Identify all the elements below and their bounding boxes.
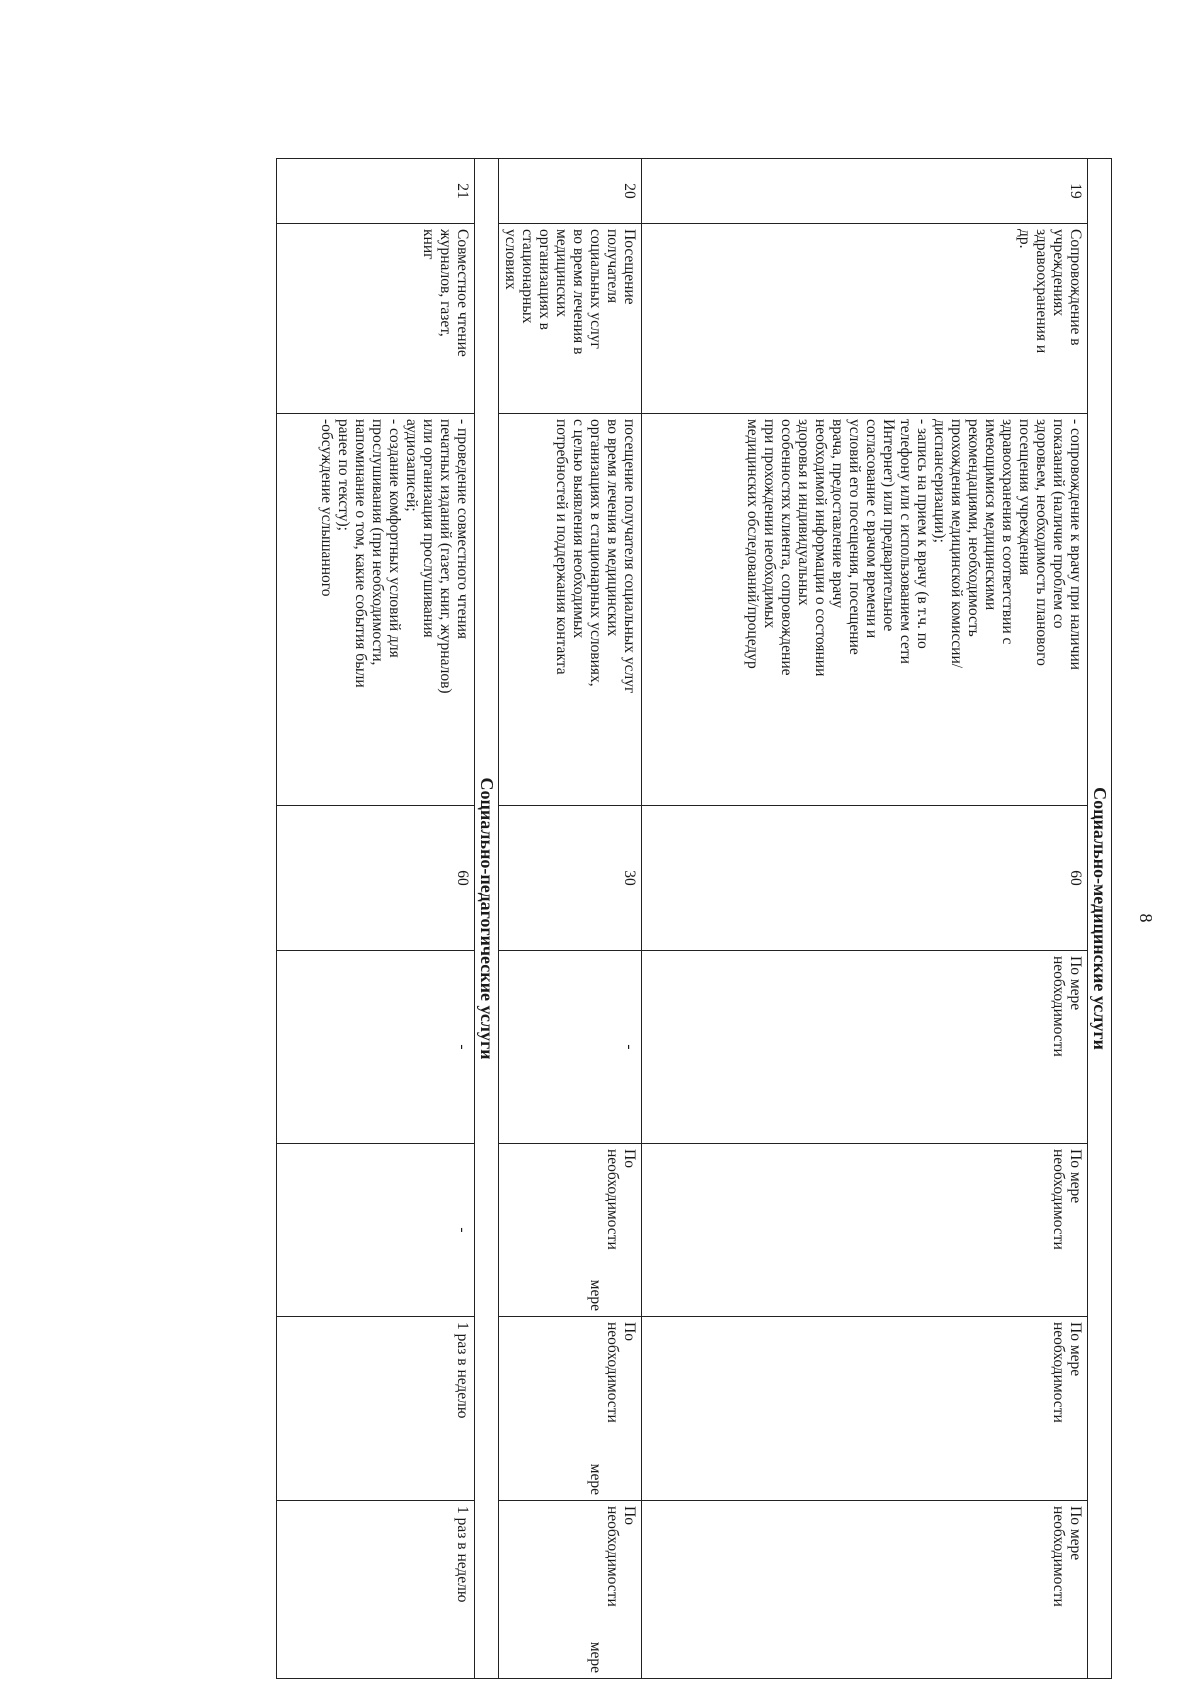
service-description xyxy=(277,414,475,806)
text-line: необходимости xyxy=(604,1149,621,1250)
text-line: медицинских обследований/процедур xyxy=(744,419,761,669)
frequency-cell xyxy=(499,1501,642,1679)
frequency-text xyxy=(604,1149,638,1311)
frequency-cell xyxy=(642,1501,1088,1679)
text-line: необходимой информации о состоянии xyxy=(812,419,829,677)
text-line: По мере xyxy=(1067,956,1084,1011)
text-line: печатных изданий (газет, книг, журналов) xyxy=(437,419,454,694)
text-line: или организация прослушивания xyxy=(420,419,437,638)
text-line: здравоохранения в соответствии с xyxy=(999,419,1016,645)
table-row xyxy=(277,159,475,1679)
rotated-page xyxy=(212,158,1156,1678)
service-name xyxy=(499,224,642,414)
text-line: рекомендациями, необходимость xyxy=(965,419,982,637)
text-line: По мере xyxy=(1067,1322,1084,1377)
section-title-medical: Социально-медицинские услуги xyxy=(1088,159,1112,1679)
frequency-cell: 1 раз в неделю xyxy=(277,1317,475,1501)
section-header-pedagogical xyxy=(475,159,499,1679)
frequency-cell xyxy=(642,1317,1088,1501)
text-line: напоминание о том, какие события были xyxy=(352,419,369,688)
text-line: аудиозаписей; xyxy=(403,419,420,512)
services-table xyxy=(276,158,1112,1679)
section-header-medical xyxy=(1088,159,1112,1679)
text-line: врача, предоставление врачу xyxy=(829,419,846,609)
text-line: особенностях клиента, сопровождение xyxy=(778,419,795,676)
text-line: посещение получателя социальных услуг xyxy=(621,419,638,694)
row-number: 19 xyxy=(642,159,1088,224)
text-line: стационарных xyxy=(519,229,536,324)
text-line: прохождения медицинской комиссии/ xyxy=(948,419,965,669)
text-line: необходимости xyxy=(604,1322,621,1423)
text-line: организациях в xyxy=(536,229,553,330)
table-row xyxy=(642,159,1088,1679)
service-name xyxy=(642,224,1088,414)
text-line: во время лечения в медицинских xyxy=(604,419,621,637)
row-number: 20 xyxy=(499,159,642,224)
service-description xyxy=(499,414,642,806)
text-line: показаний (наличие проблем со xyxy=(1050,419,1067,629)
text-line: Интернет) или предварительное xyxy=(880,419,897,632)
text-line: социальных услуг xyxy=(587,229,604,349)
frequency-cell: - xyxy=(277,1144,475,1317)
text-line: с целью выявления необходимых xyxy=(570,419,587,639)
frequency-tail: мере xyxy=(587,1641,604,1674)
text-line: здравоохранения и xyxy=(1033,229,1050,354)
text-line: прослушивания (при необходимости, xyxy=(369,419,386,666)
text-line: получателя xyxy=(604,229,621,304)
frequency-cell xyxy=(499,1144,642,1317)
text-line: -обсуждение услышанного xyxy=(318,419,335,597)
text-line: здоровья и индивидуальных xyxy=(795,419,812,606)
frequency-cell xyxy=(642,951,1088,1144)
text-line: др. xyxy=(1016,229,1033,249)
text-line: - проведение совместного чтения xyxy=(454,419,471,640)
text-line: ранее по тексту); xyxy=(335,419,352,531)
text-line: журналов, газет, xyxy=(437,229,454,337)
frequency-cell xyxy=(499,1317,642,1501)
frequency-cell xyxy=(642,1144,1088,1317)
text-line: Сопровождение в xyxy=(1067,229,1084,346)
section-title-pedagogical: Социально-педагогические услуги xyxy=(475,159,499,1679)
text-line: необходимости xyxy=(604,1506,621,1607)
frequency-cell: 1 раз в неделю xyxy=(277,1501,475,1679)
text-line: - создание комфортных условий для xyxy=(386,419,403,658)
text-line: организациях в стационарных условиях, xyxy=(587,419,604,687)
text-line: книг xyxy=(420,229,437,260)
text-line: посещения учреждения xyxy=(1016,419,1033,576)
text-line: имеющимися медицинскими xyxy=(982,419,999,611)
text-line: По xyxy=(621,1506,638,1525)
text-line: потребностей и поддержания контакта xyxy=(553,419,570,675)
frequency-tail: мере xyxy=(587,1463,604,1495)
page-number: 8 xyxy=(1136,913,1156,923)
service-minutes: 60 xyxy=(642,806,1088,951)
service-minutes: 30 xyxy=(499,806,642,951)
text-line: необходимости xyxy=(1050,956,1067,1057)
frequency-cell: - xyxy=(499,951,642,1144)
text-line: согласование с врачом времени и xyxy=(863,419,880,639)
text-line: необходимости xyxy=(1050,1506,1067,1607)
frequency-text xyxy=(604,1506,638,1673)
frequency-tail: мере xyxy=(587,1279,604,1311)
row-number: 21 xyxy=(277,159,475,224)
text-line: Совместное чтение xyxy=(454,229,471,357)
service-description xyxy=(642,414,1088,806)
service-name xyxy=(277,224,475,414)
text-line: Посещение xyxy=(621,229,638,305)
text-line: По мере xyxy=(1067,1506,1084,1561)
text-line: необходимости xyxy=(1050,1322,1067,1423)
text-line: По xyxy=(621,1322,638,1341)
text-line: необходимости xyxy=(1050,1149,1067,1250)
text-line: диспансеризации); xyxy=(931,419,948,543)
text-line: - сопровождение к врачу при наличии xyxy=(1067,419,1084,670)
table-row xyxy=(499,159,642,1679)
text-line: при прохождении необходимых xyxy=(761,419,778,629)
frequency-cell: - xyxy=(277,951,475,1144)
frequency-text xyxy=(604,1322,638,1495)
text-line: - запись на прием к врачу (в т.ч. по xyxy=(914,419,931,649)
text-line: учреждениях xyxy=(1050,229,1067,317)
text-line: условий его посещения, посещение xyxy=(846,419,863,655)
text-line: условиях xyxy=(502,229,519,290)
text-line: здоровьем, необходимость планового xyxy=(1033,419,1050,666)
service-minutes: 60 xyxy=(277,806,475,951)
text-line: По мере xyxy=(1067,1149,1084,1204)
text-line: медицинских xyxy=(553,229,570,318)
text-line: телефону или с использованием сети xyxy=(897,419,914,664)
text-line: во время лечения в xyxy=(570,229,587,355)
text-line: По xyxy=(621,1149,638,1168)
